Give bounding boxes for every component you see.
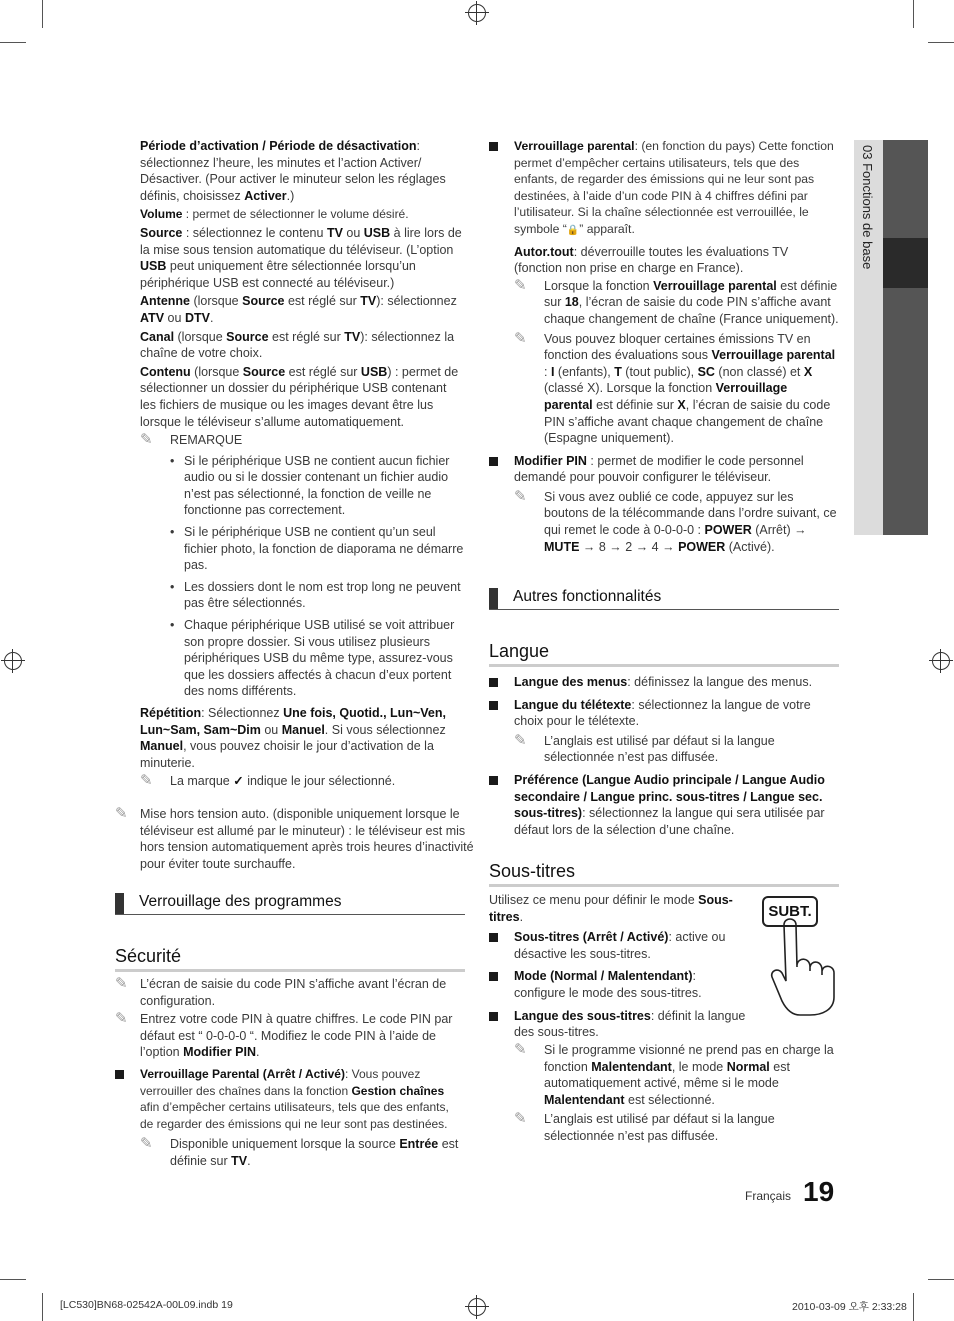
- square-bullet-icon: [489, 776, 498, 785]
- para-autor-tout: Autor.tout: déverrouille toutes les évaluations TV (fonction non prise en charge en France).: [514, 244, 789, 276]
- chapter-sidebar-dark: [883, 140, 928, 535]
- pencil-icon: ✎: [140, 1135, 153, 1153]
- bullet-sous-titres: Sous-titres (Arrêt / Activé): active ou désactive les sous-titres.: [489, 929, 749, 962]
- footer-date: 2010-03-09 오후 2:33:28: [792, 1301, 907, 1313]
- bullet-modifier-pin: Modifier PIN : permet de modifier le code personnel demandé pour pouvoir configurer le téléviseur.: [489, 453, 839, 486]
- subt-button-illustration: SUBT.: [762, 896, 818, 927]
- pencil-icon: ✎: [514, 1110, 527, 1128]
- checkmark-icon: ✓: [233, 774, 244, 789]
- section-autres-fonctionnalites: Autres fonctionnalités: [489, 588, 839, 610]
- square-bullet-icon: [489, 972, 498, 981]
- pencil-icon: ✎: [514, 276, 527, 294]
- note-pin-1: ✎ L’écran de saisie du code PIN s’affiche avant l’écran de configuration.: [115, 975, 447, 1008]
- square-bullet-icon: [489, 701, 498, 710]
- note-malentendant: ✎ Si le programme visionné ne prend pas en charge la fonction Malentendant, le mode Normal est automatiquement activé, même si le mode Malentendant est sélectionné.: [514, 1041, 834, 1107]
- registration-mark-left: [4, 652, 22, 670]
- chapter-sidebar-active: [883, 238, 928, 288]
- pencil-icon: ✎: [115, 1010, 128, 1028]
- registration-mark-bottom: [468, 1298, 486, 1316]
- langue-block: [489, 674, 839, 838]
- square-bullet-icon: [489, 457, 498, 466]
- lock-icon: 🔒: [566, 224, 580, 236]
- square-bullet-icon: [489, 142, 498, 151]
- pencil-icon: ✎: [514, 329, 527, 347]
- right-column-top: [489, 138, 839, 555]
- list-item: • Si le périphérique USB ne contient aucun fichier audio ou si le dossier contenant un fichier audio n’est pas sélectionné, la fonction de veille ne fonctionne pas correctement.: [170, 453, 450, 518]
- list-item: • Les dossiers dont le nom est trop long ne peuvent pas être sélectionnés.: [170, 579, 461, 611]
- pencil-icon: ✎: [514, 487, 527, 505]
- page-number: 19: [803, 1176, 835, 1207]
- note-code-oublie: ✎ Si vous avez oublié ce code, appuyez sur les boutons de la télécommande dans l’ordre suivant, ce qui remet le code à 0-0-0-0 : POWER (Arrêt) → MUTE → 8 → 2 → 4 → POWER (Activé).: [514, 487, 837, 554]
- footer-file: [LC530]BN68-02542A-00L09.indb 19: [60, 1299, 233, 1311]
- remarque-list: [140, 453, 465, 700]
- note-anglais-1: ✎ L’anglais est utilisé par défaut si la langue sélectionnée n’est pas diffusée.: [514, 731, 775, 765]
- pencil-icon: ✎: [140, 431, 153, 449]
- note-anglais-2: ✎ L’anglais est utilisé par défaut si la langue sélectionnée n’est pas diffusée.: [514, 1110, 775, 1143]
- note-remarque: ✎ REMARQUE: [140, 431, 243, 449]
- registration-mark-top: [468, 4, 486, 22]
- pencil-icon: ✎: [115, 805, 128, 822]
- para-canal: Canal (lorsque Source est réglé sur TV): sélectionnez la chaîne de votre choix.: [140, 329, 455, 361]
- note-mise-hors-tension: ✎ Mise hors tension auto. (disponible uniquement lorsque le téléviseur est allumé par le minuteur) : le téléviseur est mis hors tension automatiquement après trois heures d’inactivité pour éviter toute surchauffe.: [115, 805, 474, 871]
- heading-securite: Sécurité: [115, 946, 465, 972]
- para-volume: Volume : permet de sélectionner le volume désiré.: [140, 207, 409, 222]
- list-item: • Si le périphérique USB ne contient qu’un seul fichier photo, la fonction de diaporama ne démarre pas.: [170, 525, 464, 573]
- bullet-langue-menus: Langue des menus: définissez la langue des menus.: [489, 674, 839, 691]
- square-bullet-icon: [115, 1070, 124, 1079]
- bullet-verrouillage-parental-arret: Verrouillage Parental (Arrêt / Activé): Vous pouvez verrouiller des chaînes dans la fonction Gestion chaînes afin d’empêcher certains utilisateurs, tels que des enfants, de regarder des émissions qui ne leur sont pas destinées.: [115, 1066, 465, 1132]
- pencil-icon: ✎: [514, 731, 527, 749]
- square-bullet-icon: [489, 1012, 498, 1021]
- bullet-preference: Préférence (Langue Audio principale / Langue Audio secondaire / Langue princ. sous-titres / Langue sec. sous-titres): sélectionnez la langue qui sera utilisée par défaut lors de la sélection d’une chaîne.: [489, 772, 839, 838]
- bullet-mode: Mode (Normal / Malentendant): configure le mode des sous-titres.: [489, 968, 749, 1001]
- note-pin-2: ✎ Entrez votre code PIN à quatre chiffres. Le code PIN par défaut est “ 0-0-0-0 “. Modifiez le code PIN à l’aide de l’option Modifier PIN.: [115, 1010, 453, 1060]
- sous-titres-block: [489, 892, 749, 1041]
- note-espagne: ✎ Vous pouvez bloquer certaines émissions TV en fonction des évaluations sous Verrouillage parental : I (enfants), T (tout public), SC (non classé) et X (classé X). Lorsque la fonction Verrouillage parental est définie sur X, l’écran de saisie du code PIN s’affiche avant chaque changement de chaîne (Espagne uniquement).: [514, 329, 836, 446]
- bullet-verrouillage-parental: Verrouillage parental: (en fonction du pays) Cette fonction permet d’empêcher certains utilisateurs, tels que des enfants, de regarder des émissions qui ne leur sont pas destinées, à l’aide d’un code PIN à 4 chiffres défini par l’utilisateur. Si la chaîne sélectionnée est verrouillée, le symbole “🔒” apparaît.: [489, 138, 839, 240]
- pointing-hand-icon: [770, 915, 842, 1020]
- registration-mark-right: [932, 652, 950, 670]
- heading-sous-titres: Sous-titres: [489, 861, 839, 887]
- heading-langue: Langue: [489, 641, 839, 667]
- left-column: [140, 138, 465, 790]
- pencil-icon: ✎: [115, 975, 128, 992]
- pencil-icon: ✎: [514, 1041, 527, 1058]
- pencil-icon: ✎: [140, 772, 153, 790]
- section-verrouillage-programmes: Verrouillage des programmes: [115, 893, 465, 915]
- list-item: • Chaque périphérique USB utilisé se voit attribuer son propre dossier. Si vous utilisez plusieurs périphériques USB du même type, assurez-vous que les dossiers affectés à chacun d’eux portent des noms différents.: [170, 618, 455, 699]
- bullet-langue-sous-titres: Langue des sous-titres: définit la langue des sous-titres.: [489, 1008, 749, 1041]
- sous-titres-notes: [489, 1042, 839, 1145]
- square-bullet-icon: [489, 933, 498, 942]
- para-repetition: Répétition: Sélectionnez Une fois, Quotid., Lun~Ven, Lun~Sam, Sam~Dim ou Manuel. Si vous sélectionnez Manuel, vous pouvez choisir le jour d’activation de la minuterie.: [140, 706, 446, 770]
- note-marque: ✎ La marque ✓ indique le jour sélectionné.: [140, 772, 396, 790]
- note-disponible: ✎ Disponible uniquement lorsque la source Entrée est définie sur TV.: [140, 1135, 459, 1168]
- para-contenu: Contenu (lorsque Source est réglé sur USB) : permet de sélectionner un dossier du périphérique USB contenant les fichiers de musique ou les images devant être lus lorsque le téléviseur s’allume automatiquement.: [140, 364, 459, 429]
- square-bullet-icon: [489, 678, 498, 687]
- bullet-langue-teletexte: Langue du télétexte: sélectionnez la langue de votre choix pour le télétexte.: [489, 697, 839, 730]
- para-antenne: Antenne (lorsque Source est réglé sur TV): sélectionnez ATV ou DTV.: [140, 294, 457, 325]
- para-periode: Période d’activation / Période de désactivation: sélectionnez l’heure, les minutes et l’action Activer/ Désactiver. (Pour activer le minuteur selon les réglages définis, choisissez Activer.): [140, 139, 446, 203]
- para-source: Source : sélectionnez le contenu TV ou USB à lire lors de la mise sous tension automatique du téléviseur. (L’option USB peut uniquement être sélectionnée lorsqu’un périphérique USB est connecté au téléviseur.): [140, 225, 462, 290]
- note-france: ✎ Lorsque la fonction Verrouillage parental est définie sur 18, l’écran de saisie du code PIN s’affiche avant chaque changement de chaîne (France uniquement).: [514, 276, 839, 326]
- para-utilisez: Utilisez ce menu pour définir le mode Sous-titres.: [489, 893, 733, 924]
- securite-block: [115, 976, 465, 1170]
- page-language: Français: [745, 1189, 792, 1203]
- chapter-label: 03 Fonctions de base: [860, 145, 875, 270]
